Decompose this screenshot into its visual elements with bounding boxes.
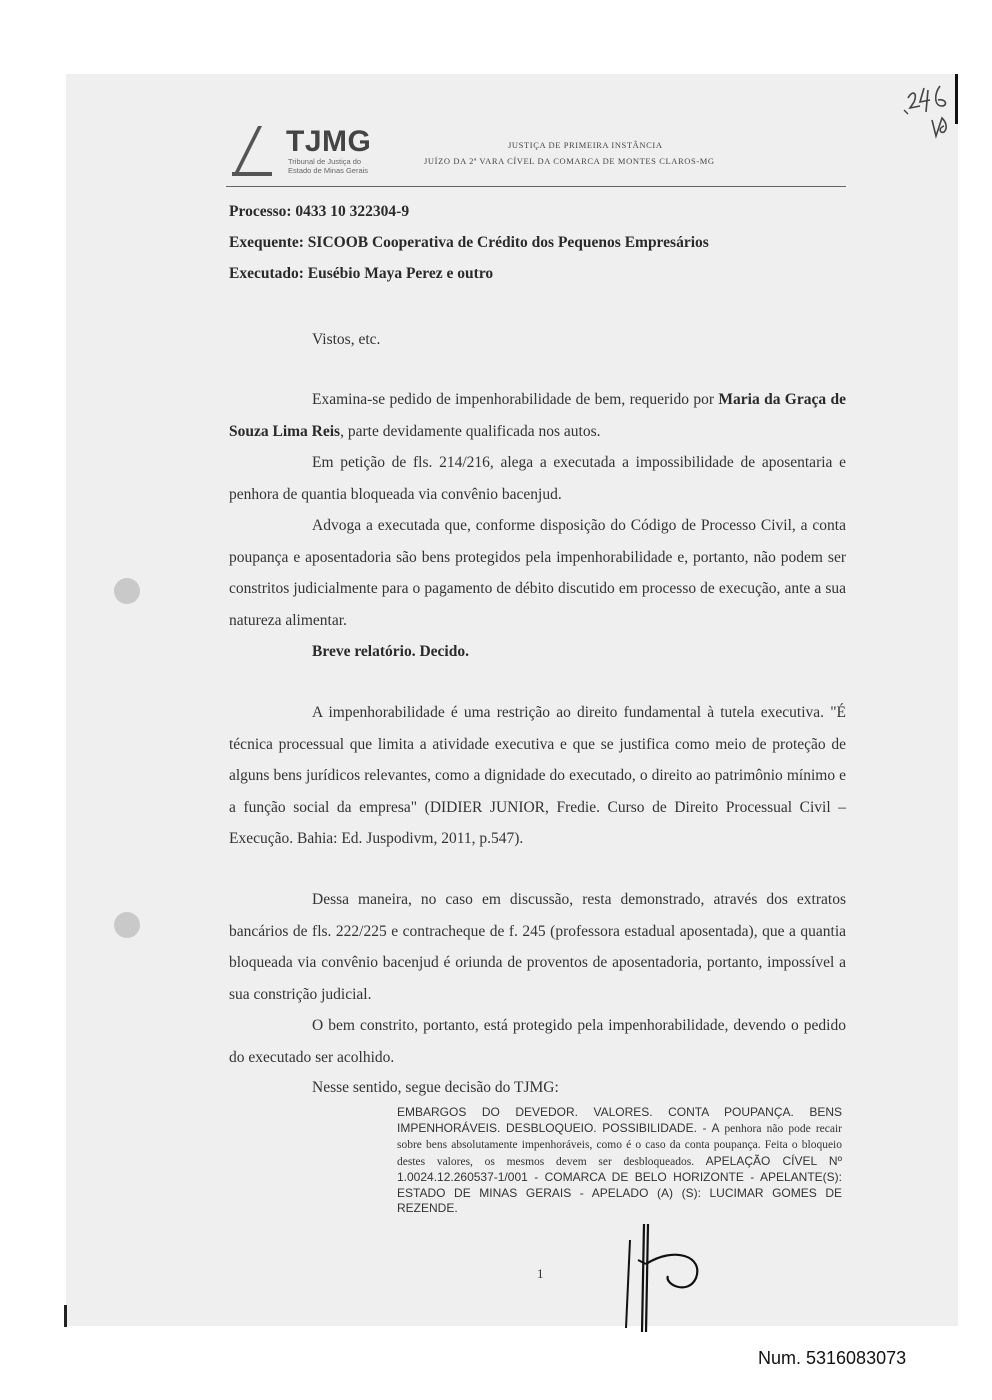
punch-hole [114,912,140,938]
paragraph-evidence: Dessa maneira, no caso em discussão, resta demonstrado, através dos extratos bancários de fls. 222/225 e contracheque de f. 245 (professora estadual aposentada), que a quantia bloqueada via convênio bacenjud é oriunda de proventos de aposentadoria, portanto, impossível a sua constrição judicial. [229,891,846,1003]
jurisprudence-quote [397,1105,842,1217]
paragraph-conclusion: O bem constrito, portanto, está protegido pela impenhorabilidade, devendo o pedido do executado ser acolhido. [229,1017,846,1066]
header-divider [226,186,846,187]
handwritten-page-mark [898,76,958,140]
quote-text: EMBARGOS DO DEVEDOR. VALORES. CONTA POUPANÇA. BENS IMPENHORÁVEIS. DESBLOQUEIO. POSSIBILIDADE. - A [397,1105,842,1135]
quote-text: penhora não pode recair sobre bens absolutamente impenhoráveis, como é o caso da conta poupança. Feita o bloqueio destes valores, os mesmos devem ser desbloqueados. [397,1122,842,1168]
section-heading: Breve relatório. Decido. [312,643,469,660]
paragraph-request [229,384,846,447]
party-name: Maria da Graça de Souza Lima Reis [229,391,846,440]
logo-subtitle-line: Tribunal de Justiça do [288,157,362,166]
executado-line: Executado: Eusébio Maya Perez e outro [229,265,494,282]
quote-text: APELAÇÃO CÍVEL Nº 1.0024.12.260537-1/001 - COMARCA DE BELO HORIZONTE - APELANTE(S): ESTADO DE MINAS GERAIS - APELADO (A) (S): LUCIMAR GOMES DE REZENDE. [397,1153,842,1215]
court-title: JUSTIÇA DE PRIMEIRA INSTÂNCIA [508,140,663,150]
paragraph-doctrine: A impenhorabilidade é uma restrição ao direito fundamental à tutela executiva. "É técnica processual que limita a atividade executiva e que se justifica como meio de proteção de alguns bens jurídicos relevantes, como a dignidade do executado, o direito ao patrimônio mínimo e a função social da empresa" (DIDIER JUNIOR, Fredie. Curso de Direito Processual Civil – Execução. Bahia: Ed. Juspodivm, 2011, p.547). [229,704,846,847]
paragraph-precedent-intro: Nesse sentido, segue decisão do TJMG: [312,1079,559,1096]
vistos-line: Vistos, etc. [312,331,381,348]
page-number: 1 [537,1266,544,1281]
processo-line: Processo: 0433 10 322304-9 [229,203,410,220]
text-run: , parte devidamente qualificada nos autos. [340,422,601,440]
punch-hole [114,578,140,604]
document-number: Num. 5316083073 [758,1348,907,1368]
scan-edge-mark [64,1305,67,1327]
signature-icon [616,1220,716,1335]
exequente-line: Exequente: SICOOB Cooperativa de Crédito dos Pequenos Empresários [229,234,709,251]
court-subtitle: JUÍZO DA 2ª VARA CÍVEL DA COMARCA DE MONTES CLAROS-MG [424,156,715,166]
logo-subtitle-line: Estado de Minas Gerais [288,166,369,175]
paragraph-petition: Em petição de fls. 214/216, alega a executada a impossibilidade de aposentaria e penhora de quantia bloqueada via convênio bacenjud. [229,454,846,503]
text-run: Examina-se pedido de impenhorabilidade de bem, requerido por [312,391,719,408]
logo-subtitle [288,157,368,175]
logo-name: TJMG [286,125,372,158]
tjmg-logo-icon [228,124,274,178]
paragraph-argument: Advoga a executada que, conforme disposição do Código de Processo Civil, a conta poupança e aposentadoria são bens protegidos pela impenhorabilidade e, portanto, não podem ser constritos judicialmente para o pagamento de débito discutido em processo de execução, ante a sua natureza alimentar. [229,517,846,629]
